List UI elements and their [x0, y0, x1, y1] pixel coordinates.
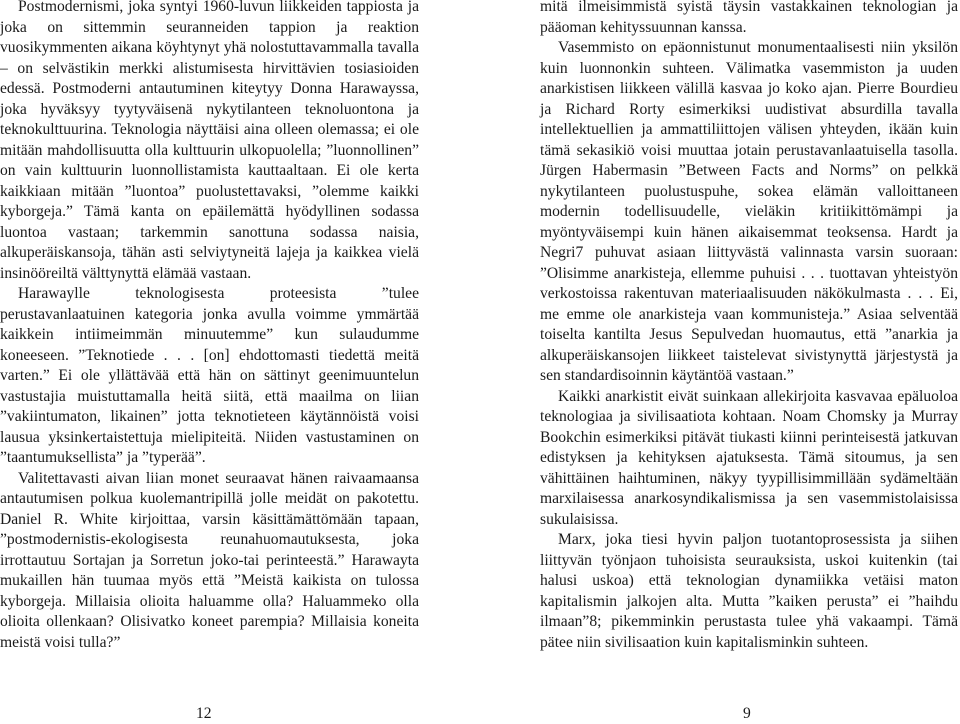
page-number: 9 — [743, 705, 751, 722]
left-page — [0, 0, 420, 720]
left-text-column — [0, 0, 419, 653]
paragraph: mitä ilmeisimmistä syistä täysin vastakkainen teknologian ja pääoman kehityssuunnan kanssa. — [540, 0, 958, 36]
right-text-column — [540, 0, 958, 653]
paragraph: Marx, joka tiesi hyvin paljon tuotantoprosessista ja siihen liittyvän työnjaon tuhoisista seurauksista, uskoi kuitenkin (tai halusi uskoa) että teknologian dynamiikka vetäisi maton kapitalismin jalkojen alta. Mutta ”kaiken perusta” ei ”haihdu ilmaan”8; pikemminkin perustasta tulee yhä vakaampi. Tämä pätee niin sivilisaation kuin kapitalisminkin suhteen. — [540, 531, 958, 651]
paragraph: Harawaylle teknologisesta proteesista ”tulee perustavanlaatuinen kategoria jonka avulla voimme ymmärtää kaikkein intiimeimmän minuutemme” kun sulaudumme koneeseen. ”Teknotiede . . . [on] ehdottomasti tiedettä meitä varten.” Ei ole yllättävää että hän on sättinyt geenimuuntelun vastustajia muistuttamalla heitä siitä, että maailma on liian ”vakiintumaton, likainen” jotta teknotieteen käytännöistä voisi lausua yksinkertaistettuja mielipiteitä. Niiden vastustaminen on ”taantumuksellista” ja ”typerää”. — [0, 285, 419, 466]
paragraph: Valitettavasti aivan liian monet seuraavat hänen raivaamaansa antautumisen polkua kuolemantripillä jolle meidät on pakotettu. Daniel R. White kirjoittaa, varsin käsittämättömään tapaan, ”postmodernistis-ekologisesta reunahuomautuksesta, joka irrottautuu Sortajan ja Sorretun joko-tai perinteestä.” Harawayta mukaillen hän tuumaa myös että ”Meistä kaikista on tulossa kyborgeja. Millaisia olioita haluamme olla? Haluammeko olla olioita ollenkaan? Olisivatko koneet parempia? Millaisia koneita meistä voisi tulla?” — [0, 469, 419, 651]
paragraph: Vasemmisto on epäonnistunut monumentaalisesti niin yksilön kuin luonnonkin suhteen. Välimatka vasemmiston ja uuden anarkistisen liikkeen välillä kasvaa jo koko ajan. Pierre Bourdieu ja Richard Rorty esimerkiksi uudistivat absurdilla tavalla intellektuellien ja ammattiliittojen välisen yhteyden, ikään kuin tämä sekasikiö voisi muuttaa jotain perustavanlaatuisella tasolla. Jürgen Habermasin ”Between Facts and Norms” on pelkkä nykytilanteen puolustuspuhe, sokea elämän valloittaneen modernin todellisuudelle, vieläkin kritiikittömämpi ja myöntyväisempi kuin hänen aikaisemmat teoksensa. Hardt ja Negri7 puhuvat asiaan liittyvästä valinnasta varsin suoraan: ”Olisimme anarkisteja, ellemme puhuisi . . . tuottavan yhteistyön verkostoissa rakentuvan materiaalisuuden näkökulmasta . . . Ei, me emme ole anarkisteja vaan kommunisteja.” Asiaa selventää toiselta kantilta Jesus Sepulvedan huomautus, että ”anarkia ja alkuperäiskansojen liikkeet taistelevat sivistynyttä järjestystä ja sen standardisoinnin käytäntöä vastaan.” — [540, 39, 958, 384]
paragraph: Kaikki anarkistit eivät suinkaan allekirjoita kasvavaa epäluoloa teknologiaa ja sivilisaatiota kohtaan. Noam Chomsky ja Murray Bookchin esimerkiksi pitävät tiukasti kiinni perinteisestä jatkuvan edistyksen ja kehityksen ajatuksesta. Tämä sitoumus, ja sen vähittäinen haihtuminen, näkyy tyypillisimmillään sydämeltään marxilaisessa anarkosyndikalismissa ja sen vasemmistolaisissa sukulaisissa. — [540, 387, 958, 528]
paragraph: Postmodernismi, joka syntyi 1960-luvun liikkeiden tappiosta ja joka on sittemmin seuranneiden tappion ja reaktion vuosikymmenten aikana köyhtynyt yhä nolostuttavammalla tavalla – on selvästikin merkki alistumisesta hirvittävien tosiasioiden edessä. Postmoderni antautuminen kiteytyy Donna Harawayssa, joka hyväksyy tyytyväisenä nykytilanteen teknoluontona ja teknokulttuurina. Teknologia näyttäisi aina olleen olemassa; ei ole mitään mahdollisuutta olla kulttuurin ulkopuolella; ”luonnollinen” on vain kulttuurin luonnollistamista kauttaaltaan. Ei ole kerta kaikkiaan mitään ”luontoa” puolustettavaksi, ”olemme kaikki kyborgeja.” Tämä kanta on epäilemättä hyödyllinen sodassa luontoa vastaan; tarkemmin sanottuna sodassa naisia, alkuperäiskansoja, tähän asti selviytyneitä lajeja ja kaikkea vielä insinööreiltä välttynyttä elämää vastaan. — [0, 0, 419, 282]
page-number: 12 — [196, 705, 212, 722]
right-page — [540, 0, 960, 720]
